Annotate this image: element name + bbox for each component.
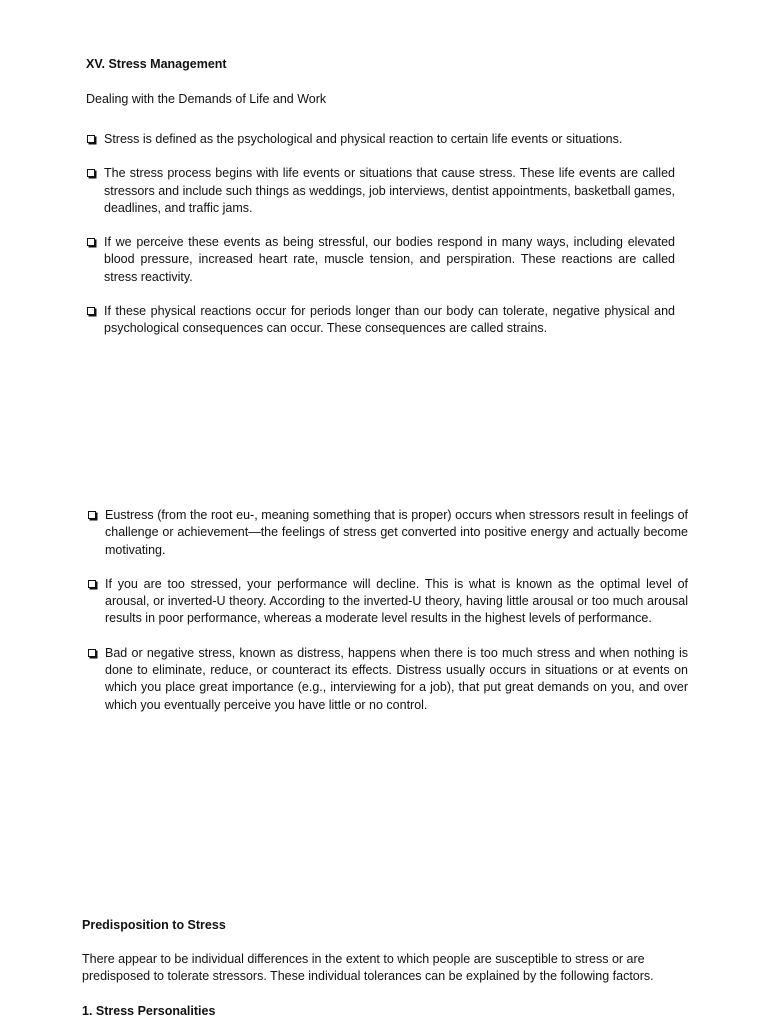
list-item-text: Bad or negative stress, known as distress, happens when there is too much stress and when nothing is done to eliminate, reduce, or counteract its effects. Distress usually occurs in situations or at events on which you place great importance (e.g., interviewing for a job), that put great demands on you, and over which you eventually perceive you have little or no control. bbox=[105, 645, 688, 712]
bullet-list-stress-basics bbox=[86, 131, 675, 338]
list-item-text: If you are too stressed, your performance will decline. This is what is known as the optimal level of arousal, or inverted-U theory. According to the inverted-U theory, having little arousal or too much arousal results in poor performance, whereas a moderate level results in the highest levels of performance. bbox=[105, 576, 688, 626]
list-item-text: The stress process begins with life events or situations that cause stress. These life events are called stressors and include such things as weddings, job interviews, dentist appointments, basketball games, deadlines, and traffic jams. bbox=[104, 166, 675, 215]
section-subtitle: Dealing with the Demands of Life and Work bbox=[86, 92, 327, 106]
checkbox-bullet-icon bbox=[88, 511, 96, 519]
bullet-list-stress-types bbox=[87, 507, 688, 714]
checkbox-bullet-icon bbox=[88, 649, 96, 657]
predisposition-title: Predisposition to Stress bbox=[82, 918, 226, 932]
list-item bbox=[86, 234, 675, 286]
list-item bbox=[87, 507, 688, 559]
list-item bbox=[87, 576, 688, 628]
predisposition-paragraph: There appear to be individual differences in the extent to which people are susceptible to stress or are predisposed to tolerate stressors. These individual tolerances can be explained by the following factors. bbox=[82, 952, 654, 984]
list-item bbox=[87, 645, 688, 714]
list-item bbox=[86, 131, 675, 148]
list-item-text: Stress is defined as the psychological and physical reaction to certain life events or situations. bbox=[104, 132, 623, 146]
list-item bbox=[86, 165, 675, 217]
checkbox-bullet-icon bbox=[88, 580, 96, 588]
checkbox-bullet-icon bbox=[87, 135, 95, 143]
list-item-text: Eustress (from the root eu-, meaning something that is proper) occurs when stressors result in feelings of challenge or achievement—the feelings of stress get converted into positive energy and actually become motivating. bbox=[105, 508, 688, 557]
stress-personalities-title: 1. Stress Personalities bbox=[82, 1004, 216, 1018]
list-item-text: If we perceive these events as being stressful, our bodies respond in many ways, including elevated blood pressure, increased heart rate, muscle tension, and perspiration. These reactions are called stress reactivity. bbox=[104, 235, 675, 284]
checkbox-bullet-icon bbox=[87, 307, 95, 315]
list-item bbox=[86, 303, 675, 338]
section-title: XV. Stress Management bbox=[86, 57, 227, 71]
checkbox-bullet-icon bbox=[87, 238, 95, 246]
checkbox-bullet-icon bbox=[87, 169, 95, 177]
list-item-text: If these physical reactions occur for periods longer than our body can tolerate, negative physical and psychological consequences can occur. These consequences are called strains. bbox=[104, 304, 675, 336]
